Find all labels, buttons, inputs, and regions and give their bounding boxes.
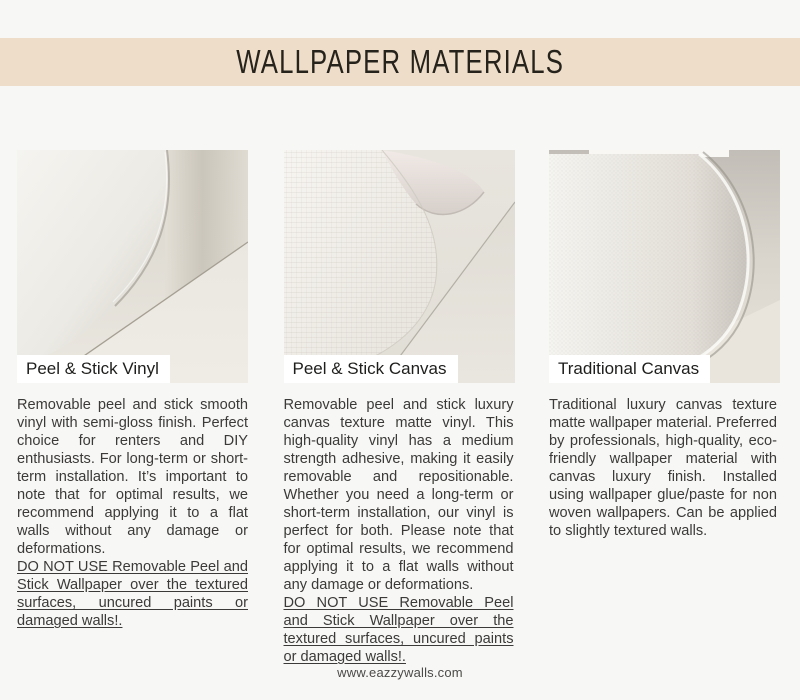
- vinyl-sample-illustration: [17, 150, 248, 383]
- material-column-peel-stick-canvas: [284, 150, 514, 666]
- header-band: [0, 38, 800, 86]
- traditional-canvas-illustration: [549, 150, 780, 383]
- peel-stick-vinyl-photo: [17, 150, 248, 383]
- material-label: Traditional Canvas: [549, 355, 710, 383]
- materials-row: [17, 150, 777, 666]
- material-description: Traditional luxury canvas texture matte wallpaper material. Preferred by professionals, high-quality, eco-friendly wallpaper material with canvas luxury finish. Installed using wallpaper glue/paste for non woven wallpapers. Can be applied to slightly textured walls.: [549, 397, 777, 539]
- material-description: Removable peel and stick smooth vinyl with semi-gloss finish. Perfect choice for renters and DIY enthusiasts. For long-term or short-term installation. It’s important to note that for optimal results, we recommend applying it to a flat walls without any damage or deformations.: [17, 397, 248, 557]
- material-column-peel-stick-vinyl: [17, 150, 248, 666]
- material-warning: DO NOT USE Removable Peel and Stick Wallpaper over the textured surfaces, uncured paints or damaged walls!.: [283, 595, 514, 665]
- page-title: WALLPAPER MATERIALS: [236, 43, 564, 80]
- canvas-sample-illustration: [284, 150, 515, 383]
- material-label: Peel & Stick Vinyl: [17, 355, 170, 383]
- website-url: www.eazzywalls.com: [337, 665, 463, 680]
- material-column-traditional-canvas: [549, 150, 777, 666]
- material-label: Peel & Stick Canvas: [284, 355, 458, 383]
- material-description: Removable peel and stick luxury canvas texture matte vinyl. This high-quality vinyl has a medium strength adhesive, making it easily removable and repositionable. Whether you need a long-term or short-term installation, our vinyl is perfect for both. Please note that for optimal results, we recommend applying it to a flat walls without any damage or deformations.: [283, 397, 514, 593]
- traditional-canvas-photo: [549, 150, 777, 383]
- material-warning: DO NOT USE Removable Peel and Stick Wallpaper over the textured surfaces, uncured paints or damaged walls!.: [17, 559, 248, 629]
- peel-stick-canvas-photo: [284, 150, 515, 383]
